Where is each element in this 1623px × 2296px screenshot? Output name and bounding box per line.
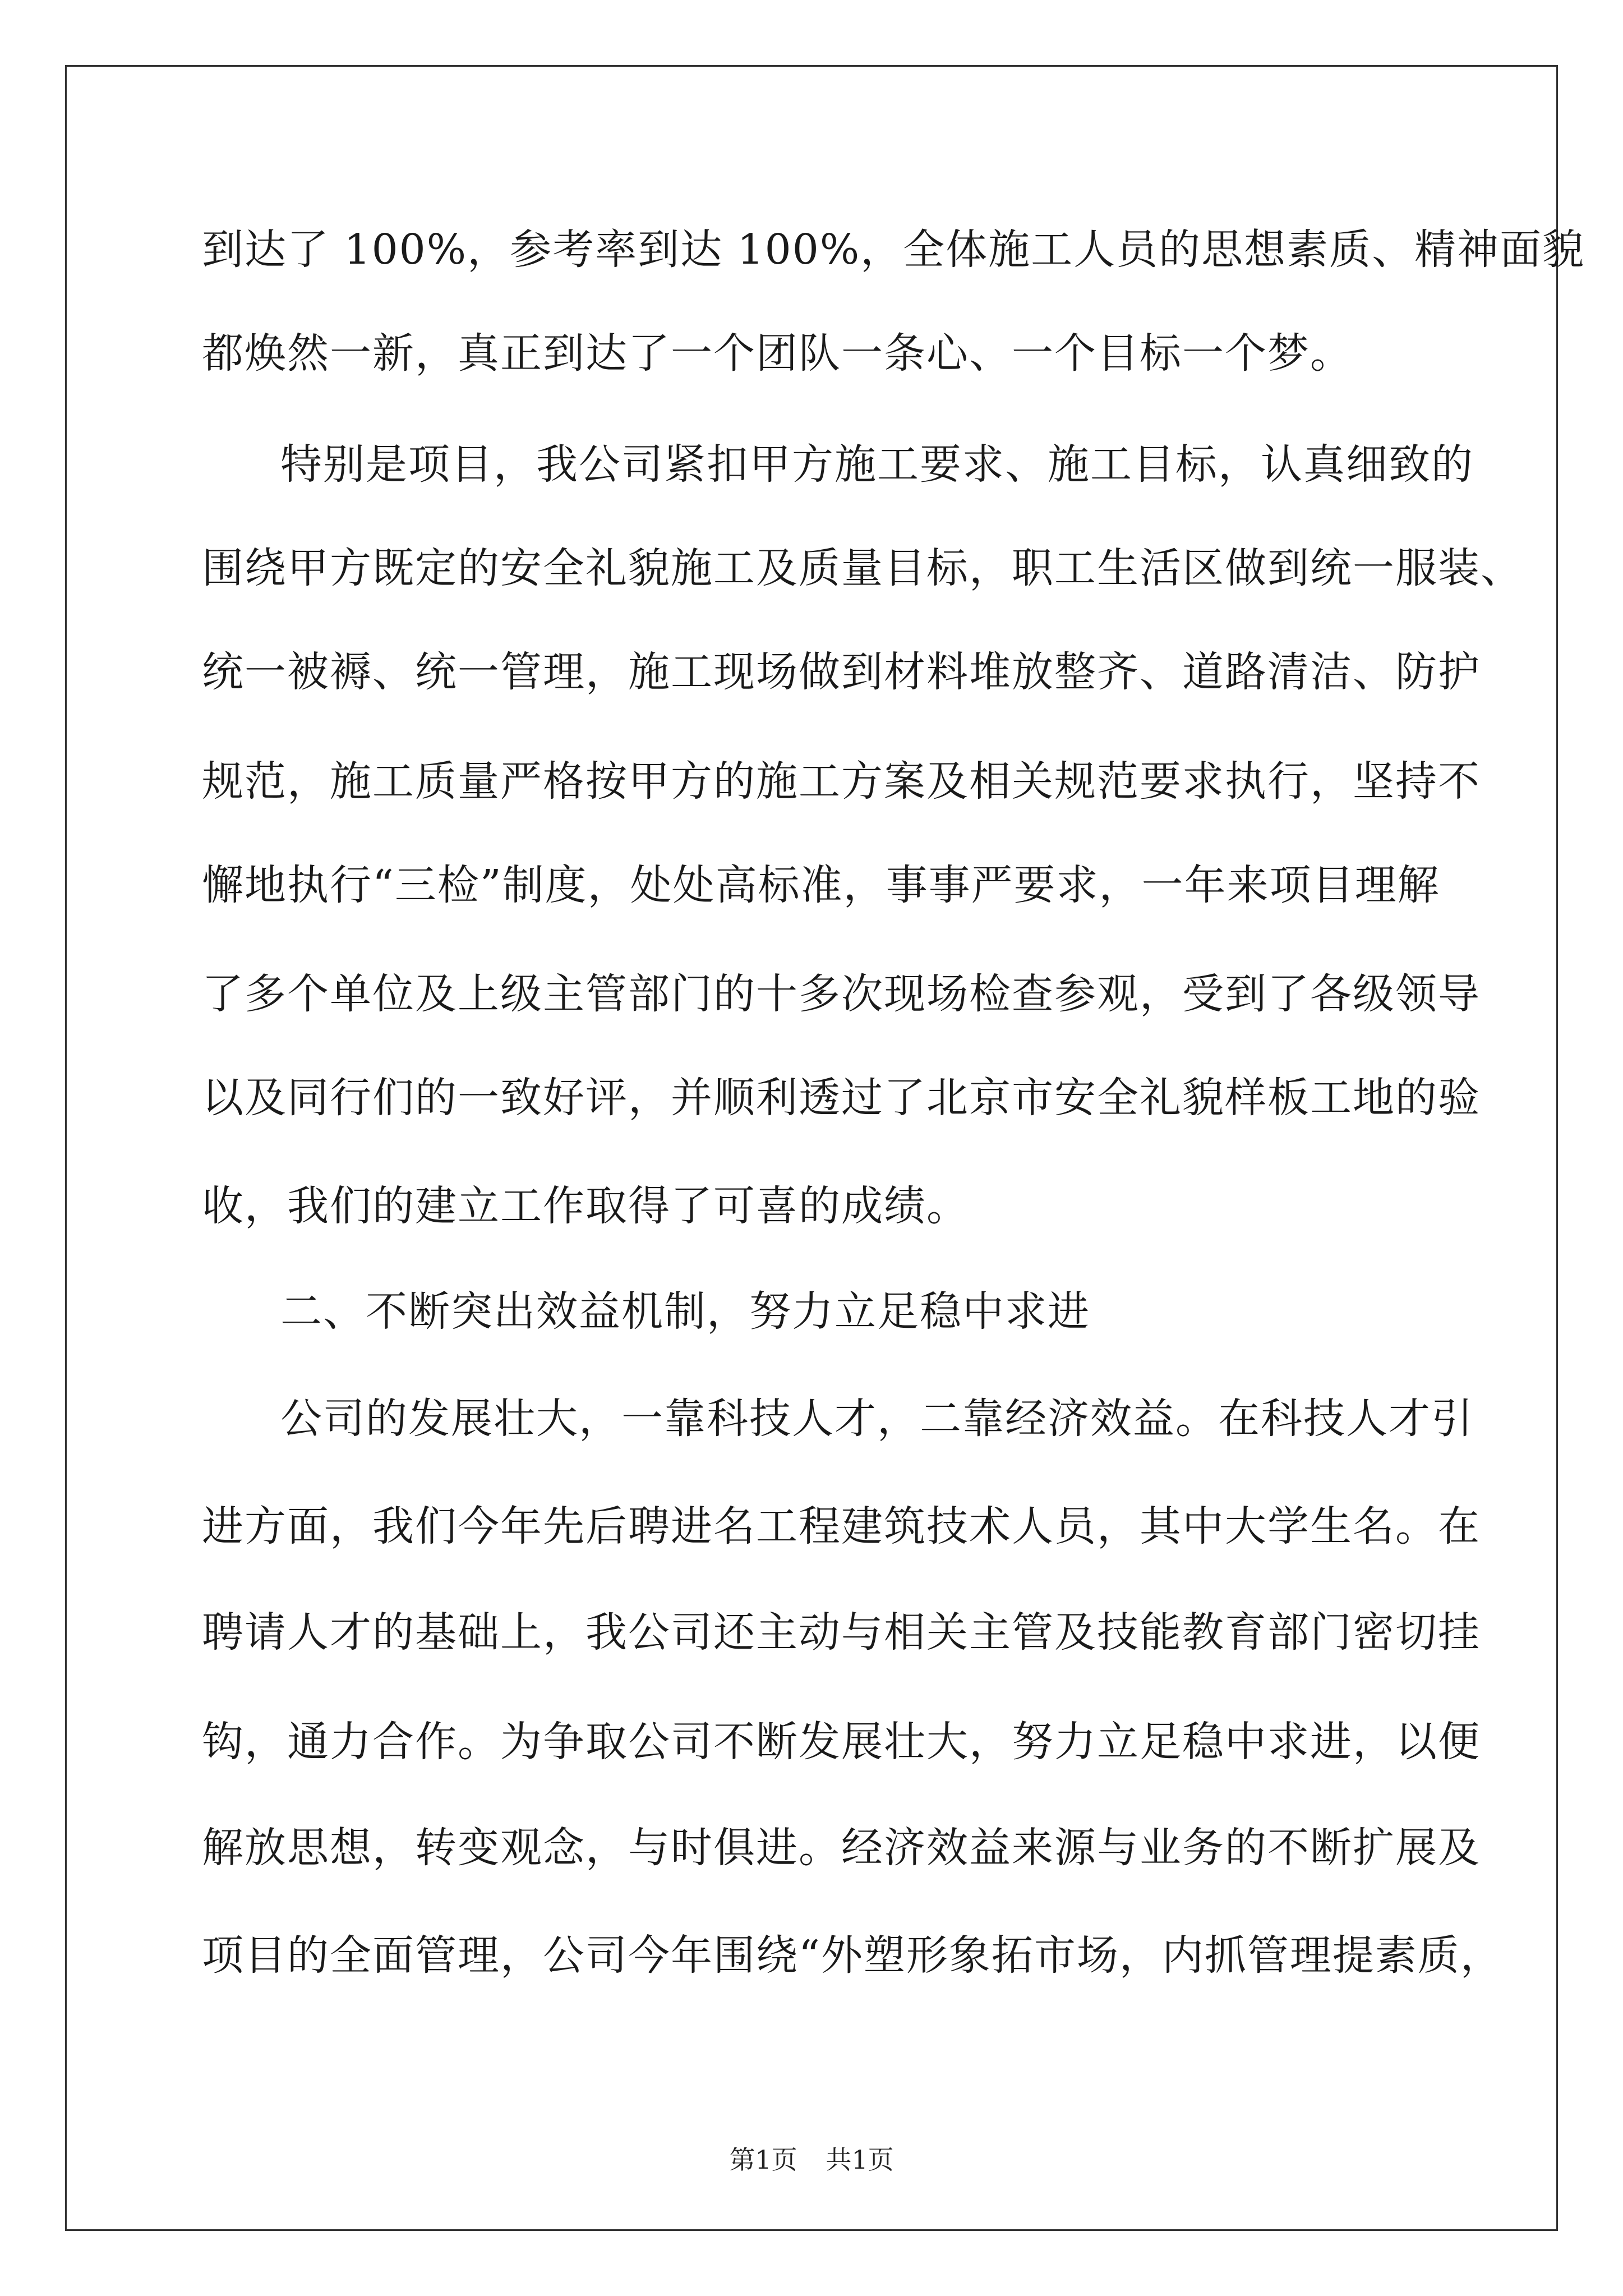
page-footer (0, 2143, 1623, 2177)
text-line: 围绕甲方既定的安全礼貌施工及质量目标，职工生活区做到统一服装、 (202, 544, 1523, 592)
text-line: 聘请人才的基础上，我公司还主动与相关主管及技能教育部门密切挂 (202, 1608, 1481, 1657)
page-total: 共1页 (826, 2145, 894, 2175)
text-line: 收，我们的建立工作取得了可喜的成绩。 (202, 1182, 969, 1230)
text-line: 到达了 100%，参考率到达 100%，全体施工人员的思想素质、精神面貌 (202, 226, 1585, 274)
text-line: 了多个单位及上级主管部门的十多次现场检查参观，受到了各级领导 (202, 970, 1481, 1018)
text-line: 规范，施工质量严格按甲方的施工方案及相关规范要求执行，坚持不 (202, 757, 1481, 806)
text-line: 懈地执行“三检”制度，处处高标准，事事严要求，一年来项目理解 (202, 861, 1440, 909)
page-border (65, 65, 1585, 2231)
paragraph-first-line: 公司的发展壮大，一靠科技人才，二靠经济效益。在科技人才引 (280, 1395, 1474, 1443)
text-line: 进方面，我们今年先后聘进名工程建筑技术人员，其中大学生名。在 (202, 1502, 1481, 1550)
text-line: 解放思想，转变观念，与时俱进。经济效益来源与业务的不断扩展及 (202, 1824, 1481, 1872)
paragraph-first-line: 特别是项目，我公司紧扣甲方施工要求、施工目标，认真细致的 (280, 440, 1474, 489)
text-line: 以及同行们的一致好评，并顺利透过了北京市安全礼貌样板工地的验 (202, 1074, 1481, 1122)
text-line: 统一被褥、统一管理，施工现场做到材料堆放整齐、道路清洁、防护 (202, 648, 1481, 696)
page-number: 第1页 (729, 2145, 797, 2175)
text-line: 项目的全面管理，公司今年围绕“外塑形象拓市场，内抓管理提素质， (202, 1931, 1503, 1980)
section-heading: 二、不断突出效益机制，努力立足稳中求进 (280, 1287, 1090, 1336)
text-line: 都焕然一新，真正到达了一个团队一条心、一个目标一个梦。 (202, 329, 1353, 378)
text-line: 钩，通力合作。为争取公司不断发展壮大，努力立足稳中求进，以便 (202, 1718, 1481, 1766)
